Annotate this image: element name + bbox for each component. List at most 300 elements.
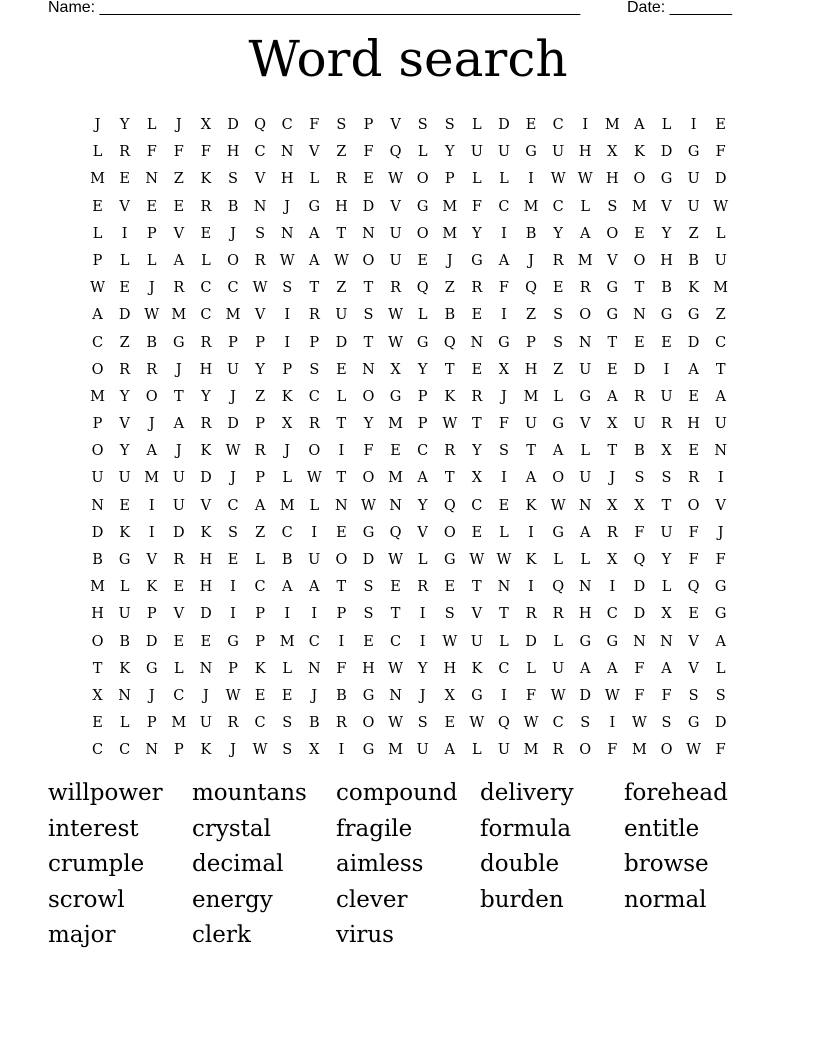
grid-cell: K	[200, 443, 212, 460]
grid-cell: H	[199, 579, 213, 596]
grid-cell: G	[579, 388, 592, 405]
grid-cell: W	[442, 633, 458, 650]
grid-cell: I	[148, 524, 155, 541]
grid-cell: L	[417, 552, 428, 568]
grid-cell: T	[444, 470, 455, 487]
grid-cell: I	[338, 633, 345, 650]
grid-cell: Y	[417, 361, 428, 378]
grid-cell: A	[634, 117, 645, 133]
grid-cell: F	[661, 687, 672, 704]
grid-cell: T	[526, 443, 536, 460]
grid-cell: D	[173, 524, 185, 541]
grid-cell: Y	[661, 225, 672, 242]
grid-cell: E	[200, 225, 212, 242]
grid-cell: T	[661, 497, 672, 514]
grid-cell: T	[444, 361, 455, 378]
grid-cell: P	[255, 633, 265, 650]
grid-cell: S	[444, 606, 455, 623]
grid-cell: J	[717, 524, 724, 541]
grid-cell: C	[227, 280, 239, 297]
grid-cell: S	[661, 470, 672, 487]
grid-cell: P	[255, 334, 265, 351]
grid-cell: J	[528, 252, 534, 269]
grid-cell: L	[553, 388, 563, 405]
grid-cell: U	[714, 252, 727, 269]
grid-cell: V	[390, 198, 401, 215]
grid-row	[84, 522, 734, 549]
grid-cell: G	[525, 144, 537, 161]
grid-cell: S	[607, 198, 618, 215]
grid-cell: D	[525, 633, 537, 650]
grid-cell: R	[606, 524, 618, 541]
grid-cell: W	[442, 416, 458, 433]
grid-cell: M	[90, 579, 105, 596]
grid-cell: X	[471, 470, 483, 487]
grid-cell: I	[528, 524, 534, 541]
grid-cell: S	[580, 715, 591, 732]
grid-cell: H	[199, 552, 213, 568]
grid-cell: F	[634, 660, 645, 677]
grid-cell: L	[119, 252, 130, 269]
grid-cell: C	[552, 198, 564, 215]
grid-cell: Q	[416, 280, 429, 297]
grid-cell: H	[606, 171, 619, 188]
grid-row	[84, 467, 734, 494]
grid-cell: L	[715, 225, 726, 242]
grid-cell: M	[523, 742, 539, 759]
grid-cell: R	[308, 416, 320, 433]
grid-cell: O	[362, 388, 375, 405]
grid-cell: X	[661, 443, 672, 460]
grid-cell: M	[388, 470, 403, 487]
grid-cell: P	[282, 361, 293, 378]
grid-cell: Y	[255, 361, 265, 378]
grid-cell: G	[443, 552, 456, 568]
grid-cell: L	[472, 171, 482, 188]
grid-cell: U	[470, 144, 483, 161]
grid-cell: I	[582, 117, 589, 133]
grid-cell: C	[281, 524, 293, 541]
grid-cell: W	[388, 715, 404, 732]
grid-cell: I	[690, 117, 697, 133]
grid-cell: G	[687, 307, 700, 324]
grid-cell: R	[200, 198, 212, 215]
grid-cell: F	[471, 198, 482, 215]
grid-cell: G	[606, 633, 619, 650]
grid-cell: W	[550, 171, 566, 188]
word-item: normal	[624, 886, 707, 913]
grid-cell: F	[634, 524, 645, 541]
grid-cell: A	[552, 443, 564, 460]
grid-cell: R	[417, 579, 429, 596]
grid-row	[84, 495, 734, 522]
grid-cell: O	[91, 361, 104, 378]
grid-cell: Y	[553, 225, 563, 242]
word-item: crumple	[48, 851, 145, 877]
grid-row	[84, 250, 734, 277]
grid-cell: E	[281, 687, 293, 704]
grid-cell: N	[280, 225, 294, 242]
grid-cell: L	[472, 742, 482, 759]
grid-cell: O	[362, 470, 375, 487]
grid-cell: A	[688, 361, 699, 378]
grid-cell: W	[713, 198, 729, 215]
grid-cell: S	[553, 307, 564, 324]
grid-cell: M	[279, 497, 295, 514]
grid-cell: P	[417, 388, 428, 405]
grid-cell: W	[361, 497, 376, 514]
word-item: browse	[624, 851, 709, 877]
grid-cell: V	[579, 416, 591, 433]
grid-cell: T	[472, 416, 482, 433]
grid-cell: W	[577, 171, 593, 188]
grid-cell: P	[444, 171, 455, 188]
grid-cell: L	[146, 252, 157, 269]
grid-cell: W	[388, 552, 404, 568]
grid-cell: N	[362, 225, 375, 242]
grid-cell: Z	[444, 280, 455, 297]
grid-cell: S	[553, 334, 564, 351]
grid-cell: R	[308, 307, 320, 324]
grid-cell: G	[173, 334, 185, 351]
grid-cell: U	[335, 307, 348, 324]
grid-row	[84, 549, 734, 576]
grid-cell: O	[362, 252, 375, 269]
grid-cell: X	[444, 687, 455, 704]
grid-cell: W	[550, 497, 566, 514]
grid-cell: Z	[255, 524, 266, 541]
grid-cell: J	[94, 117, 101, 133]
grid-cell: J	[230, 225, 236, 242]
grid-cell: E	[471, 361, 483, 378]
grid-cell: M	[523, 388, 539, 405]
grid-cell: S	[363, 579, 374, 596]
grid-cell: W	[523, 715, 539, 732]
grid-cell: O	[145, 388, 158, 405]
grid-cell: I	[501, 307, 507, 324]
grid-cell: Z	[336, 280, 347, 297]
grid-cell: G	[145, 660, 158, 677]
grid-cell: L	[309, 171, 320, 188]
grid-cell: F	[200, 144, 211, 161]
grid-cell: R	[200, 416, 212, 433]
grid-cell: C	[119, 742, 131, 759]
grid-cell: V	[173, 225, 185, 242]
grid-cell: U	[660, 388, 673, 405]
grid-cell: U	[389, 225, 402, 242]
grid-cell: E	[336, 361, 347, 378]
grid-cell: R	[471, 388, 483, 405]
grid-cell: N	[253, 198, 267, 215]
name-field[interactable]: Name: ______________________________________________________	[48, 0, 581, 16]
grid-cell: D	[687, 334, 700, 351]
grid-cell: U	[524, 416, 538, 433]
grid-cell: Q	[443, 334, 456, 351]
grid-cell: Q	[389, 144, 402, 161]
grid-cell: M	[144, 470, 160, 487]
grid-cell: Z	[119, 334, 130, 351]
grid-cell: B	[634, 443, 645, 460]
grid-row	[84, 196, 734, 223]
grid-cell: B	[146, 334, 158, 351]
grid-cell: H	[91, 606, 104, 623]
grid-cell: F	[309, 117, 320, 133]
grid-cell: Y	[119, 388, 130, 405]
grid-cell: R	[254, 443, 266, 460]
grid-row	[84, 386, 734, 413]
grid-cell: W	[550, 687, 566, 704]
grid-cell: C	[715, 334, 727, 351]
grid-row	[84, 712, 734, 739]
grid-cell: D	[362, 552, 375, 568]
grid-cell: D	[633, 361, 646, 378]
grid-cell: I	[311, 606, 318, 623]
grid-cell: R	[200, 334, 212, 351]
grid-cell: X	[498, 361, 510, 378]
grid-cell: S	[336, 117, 347, 133]
grid-cell: D	[633, 579, 646, 596]
word-item: mountans	[192, 780, 307, 806]
grid-cell: N	[660, 633, 673, 650]
grid-cell: A	[309, 252, 320, 269]
grid-cell: E	[471, 307, 483, 324]
grid-cell: J	[203, 687, 209, 704]
grid-cell: V	[661, 198, 672, 215]
grid-cell: G	[308, 198, 321, 215]
grid-cell: J	[230, 742, 236, 759]
grid-cell: D	[498, 117, 510, 133]
grid-row	[84, 332, 734, 359]
grid-cell: N	[633, 633, 646, 650]
grid-cell: S	[444, 117, 455, 133]
letter-grid	[84, 114, 734, 767]
grid-cell: X	[607, 416, 618, 433]
grid-cell: X	[661, 606, 672, 623]
grid-cell: V	[607, 252, 618, 269]
grid-cell: L	[472, 117, 482, 133]
grid-cell: C	[281, 117, 293, 133]
grid-cell: O	[308, 443, 321, 460]
grid-cell: I	[121, 225, 128, 242]
grid-cell: X	[607, 144, 618, 161]
grid-cell: I	[284, 606, 291, 623]
grid-cell: W	[469, 552, 485, 568]
grid-cell: G	[471, 252, 483, 269]
grid-cell: F	[607, 742, 618, 759]
grid-cell: V	[688, 660, 699, 677]
grid-cell: F	[715, 552, 726, 568]
grid-cell: A	[281, 579, 293, 596]
grid-cell: T	[336, 225, 347, 242]
grid-cell: Q	[389, 524, 402, 541]
grid-cell: E	[119, 171, 130, 188]
word-item: crystal	[192, 815, 271, 842]
grid-cell: O	[579, 307, 592, 324]
grid-cell: E	[634, 334, 645, 351]
grid-cell: C	[308, 633, 320, 650]
grid-cell: J	[175, 443, 182, 460]
grid-cell: R	[444, 443, 456, 460]
grid-cell: B	[92, 552, 103, 568]
grid-cell: L	[580, 443, 591, 460]
grid-cell: E	[661, 334, 672, 351]
grid-cell: U	[118, 470, 131, 487]
grid-cell: C	[308, 388, 320, 405]
grid-cell: Y	[472, 225, 482, 242]
grid-cell: E	[92, 198, 103, 215]
grid-cell: N	[578, 497, 592, 514]
grid-cell: H	[660, 252, 673, 269]
grid-cell: L	[146, 117, 157, 133]
grid-cell: D	[200, 606, 212, 623]
grid-cell: T	[634, 280, 645, 297]
grid-cell: A	[173, 416, 185, 433]
grid-cell: V	[119, 416, 130, 433]
grid-cell: G	[579, 633, 592, 650]
grid-cell: I	[717, 470, 724, 487]
grid-cell: G	[471, 687, 483, 704]
grid-cell: E	[471, 524, 483, 541]
grid-cell: P	[255, 606, 265, 623]
grid-cell: E	[92, 715, 103, 732]
grid-cell: T	[336, 579, 347, 596]
grid-cell: D	[227, 117, 239, 133]
grid-cell: N	[633, 307, 646, 324]
grid-cell: V	[715, 497, 726, 514]
grid-cell: C	[498, 198, 510, 215]
grid-cell: J	[148, 687, 155, 704]
grid-cell: L	[282, 660, 293, 677]
grid-cell: G	[362, 524, 375, 541]
grid-cell: S	[715, 687, 726, 704]
grid-cell: P	[309, 334, 320, 351]
grid-cell: M	[604, 117, 620, 133]
grid-cell: G	[687, 144, 700, 161]
grid-cell: P	[255, 470, 265, 487]
grid-cell: W	[333, 252, 349, 269]
grid-cell: A	[309, 579, 320, 596]
grid-cell: W	[306, 470, 322, 487]
word-item: burden	[480, 886, 564, 913]
grid-cell: W	[686, 742, 702, 759]
grid-cell: P	[526, 334, 536, 351]
grid-cell: V	[119, 198, 130, 215]
grid-cell: E	[254, 687, 266, 704]
grid-cell: F	[363, 443, 374, 460]
grid-cell: J	[148, 416, 155, 433]
grid-cell: A	[607, 388, 618, 405]
grid-cell: I	[230, 606, 236, 623]
grid-cell: L	[417, 307, 428, 324]
grid-cell: M	[442, 198, 458, 215]
grid-cell: D	[714, 171, 727, 188]
grid-cell: R	[471, 280, 483, 297]
grid-cell: G	[660, 307, 673, 324]
grid-cell: D	[633, 606, 646, 623]
grid-cell: P	[92, 252, 103, 269]
grid-cell: S	[363, 606, 374, 623]
grid-cell: Z	[553, 361, 564, 378]
grid-cell: Y	[472, 443, 482, 460]
grid-cell: F	[498, 280, 509, 297]
grid-cell: F	[498, 416, 509, 433]
grid-cell: D	[145, 633, 158, 650]
grid-cell: K	[525, 497, 537, 514]
grid-cell: W	[225, 687, 241, 704]
grid-cell: S	[363, 307, 374, 324]
grid-cell: P	[146, 606, 157, 623]
grid-cell: A	[715, 633, 726, 650]
grid-cell: T	[92, 660, 103, 677]
grid-row	[84, 440, 734, 467]
grid-cell: G	[687, 715, 700, 732]
grid-cell: J	[284, 443, 291, 460]
grid-cell: U	[579, 361, 592, 378]
grid-cell: T	[715, 361, 726, 378]
grid-cell: S	[688, 687, 699, 704]
grid-cell: L	[499, 524, 509, 541]
grid-cell: J	[230, 388, 236, 405]
grid-cell: Q	[525, 280, 537, 297]
grid-cell: R	[254, 252, 266, 269]
grid-cell: S	[417, 117, 428, 133]
grid-cell: P	[336, 606, 347, 623]
grid-cell: W	[388, 171, 404, 188]
grid-cell: M	[90, 388, 105, 405]
grid-cell: I	[501, 470, 507, 487]
grid-cell: K	[146, 579, 158, 596]
grid-cell: Z	[336, 144, 347, 161]
grid-cell: T	[390, 606, 401, 623]
grid-cell: A	[715, 388, 726, 405]
grid-cell: D	[200, 470, 212, 487]
grid-cell: X	[634, 497, 645, 514]
grid-cell: G	[552, 524, 564, 541]
grid-cell: N	[307, 660, 321, 677]
grid-cell: V	[471, 606, 483, 623]
grid-cell: W	[252, 280, 268, 297]
grid-cell: M	[279, 633, 295, 650]
grid-cell: T	[363, 334, 374, 351]
grid-cell: L	[499, 171, 509, 188]
grid-cell: R	[661, 416, 672, 433]
grid-cell: S	[661, 715, 672, 732]
grid-cell: V	[688, 633, 699, 650]
date-field[interactable]: Date: _______	[627, 0, 732, 16]
grid-cell: I	[311, 524, 318, 541]
grid-cell: A	[661, 660, 672, 677]
grid-row	[84, 359, 734, 386]
grid-cell: O	[416, 171, 429, 188]
grid-cell: U	[226, 361, 240, 378]
grid-cell: C	[254, 579, 266, 596]
grid-cell: O	[91, 633, 104, 650]
grid-cell: T	[336, 470, 347, 487]
grid-cell: U	[118, 606, 131, 623]
grid-cell: N	[578, 334, 592, 351]
grid-cell: T	[472, 579, 482, 596]
grid-cell: C	[254, 144, 266, 161]
grid-cell: Z	[688, 225, 699, 242]
grid-cell: C	[254, 715, 266, 732]
grid-cell: F	[146, 144, 157, 161]
grid-cell: E	[525, 117, 537, 133]
grid-cell: Y	[119, 117, 130, 133]
grid-cell: N	[199, 660, 213, 677]
grid-cell: R	[173, 280, 185, 297]
grid-cell: A	[607, 660, 618, 677]
grid-cell: A	[309, 225, 320, 242]
